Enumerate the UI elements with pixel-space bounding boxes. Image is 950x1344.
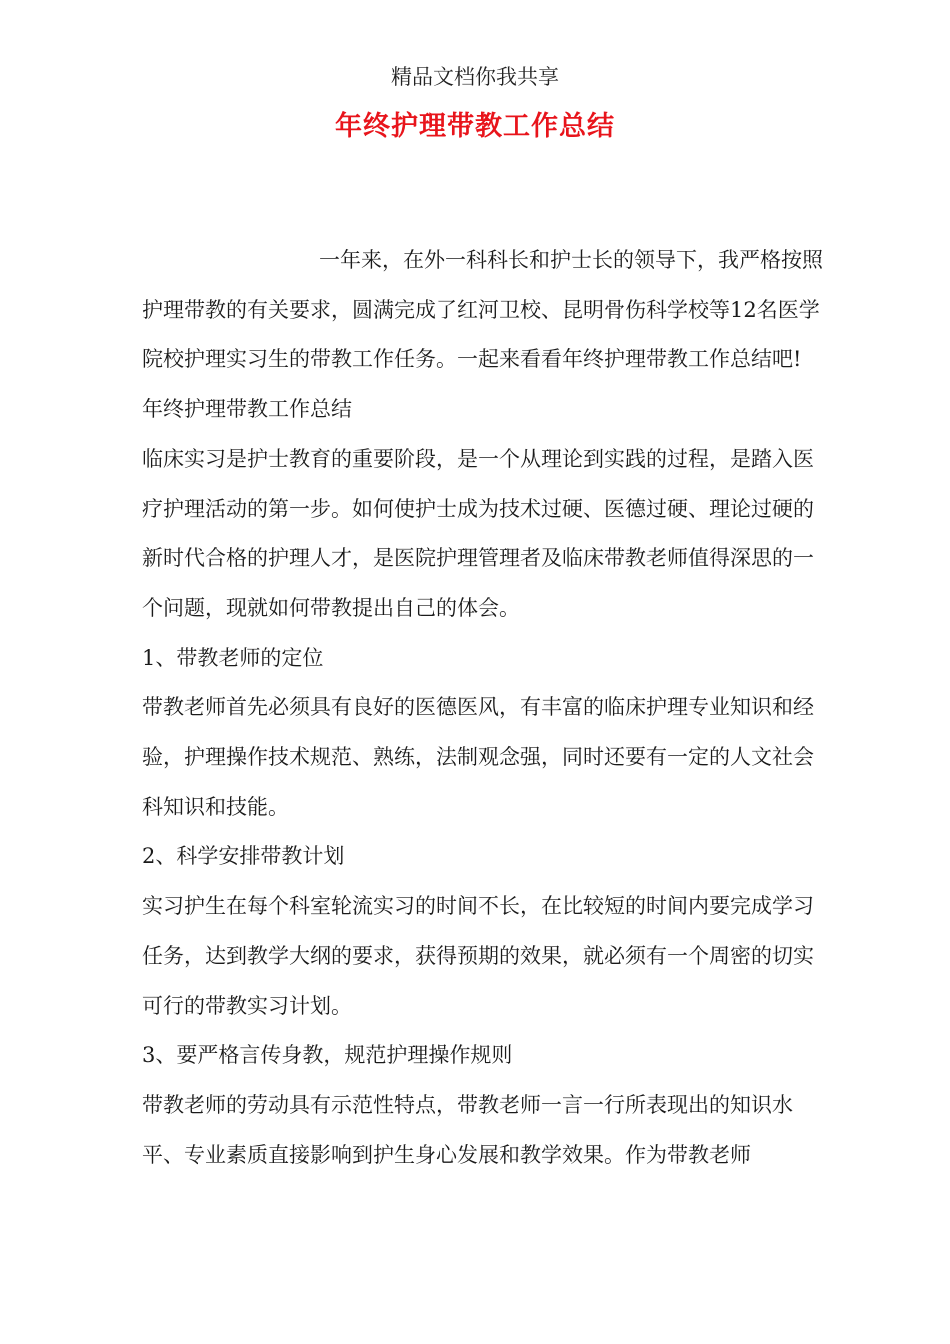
section-heading-2: 2、科学安排带教计划 [142, 844, 345, 869]
body-paragraph: 实习护生在每个科室轮流实习的时间不长，在比较短的时间内要完成学习任务，达到教学大纲的要求，获得预期的效果，就必须有一个周密的切实可行的带教实习计划。 [142, 894, 814, 1018]
body-paragraph: 带教老师的劳动具有示范性特点，带教老师一言一行所表现出的知识水平、专业素质直接影响到护生身心发展和教学效果。作为带教老师 [142, 1092, 793, 1167]
page-header: 精品文档你我共享 [391, 65, 559, 89]
document-title: 年终护理带教工作总结 [335, 111, 615, 142]
section-heading-3: 3、要严格言传身教，规范护理操作规则 [142, 1043, 513, 1068]
body-paragraph: 带教老师首先必须具有良好的医德医风，有丰富的临床护理专业知识和经验，护理操作技术规范、熟练，法制观念强，同时还要有一定的人文社会科知识和技能。 [142, 695, 814, 819]
document-body [142, 236, 832, 1180]
intro-paragraph: 一年来，在外一科科长和护士长的领导下，我严格按照护理带教的有关要求，圆满完成了红河卫校、昆明骨伤科学校等12名医学院校护理实习生的带教工作任务。一起来看看年终护理带教工作总结吧! [142, 248, 823, 372]
body-paragraph: 临床实习是护士教育的重要阶段，是一个从理论到实践的过程，是踏入医疗护理活动的第一步。如何使护士成为技术过硬、医德过硬、理论过硬的新时代合格的护理人才，是医院护理管理者及临床带教老师值得深思的一个问题，现就如何带教提出自己的体会。 [142, 446, 814, 620]
section-heading-1: 1、带教老师的定位 [142, 645, 324, 670]
section-heading-summary: 年终护理带教工作总结 [142, 397, 352, 422]
